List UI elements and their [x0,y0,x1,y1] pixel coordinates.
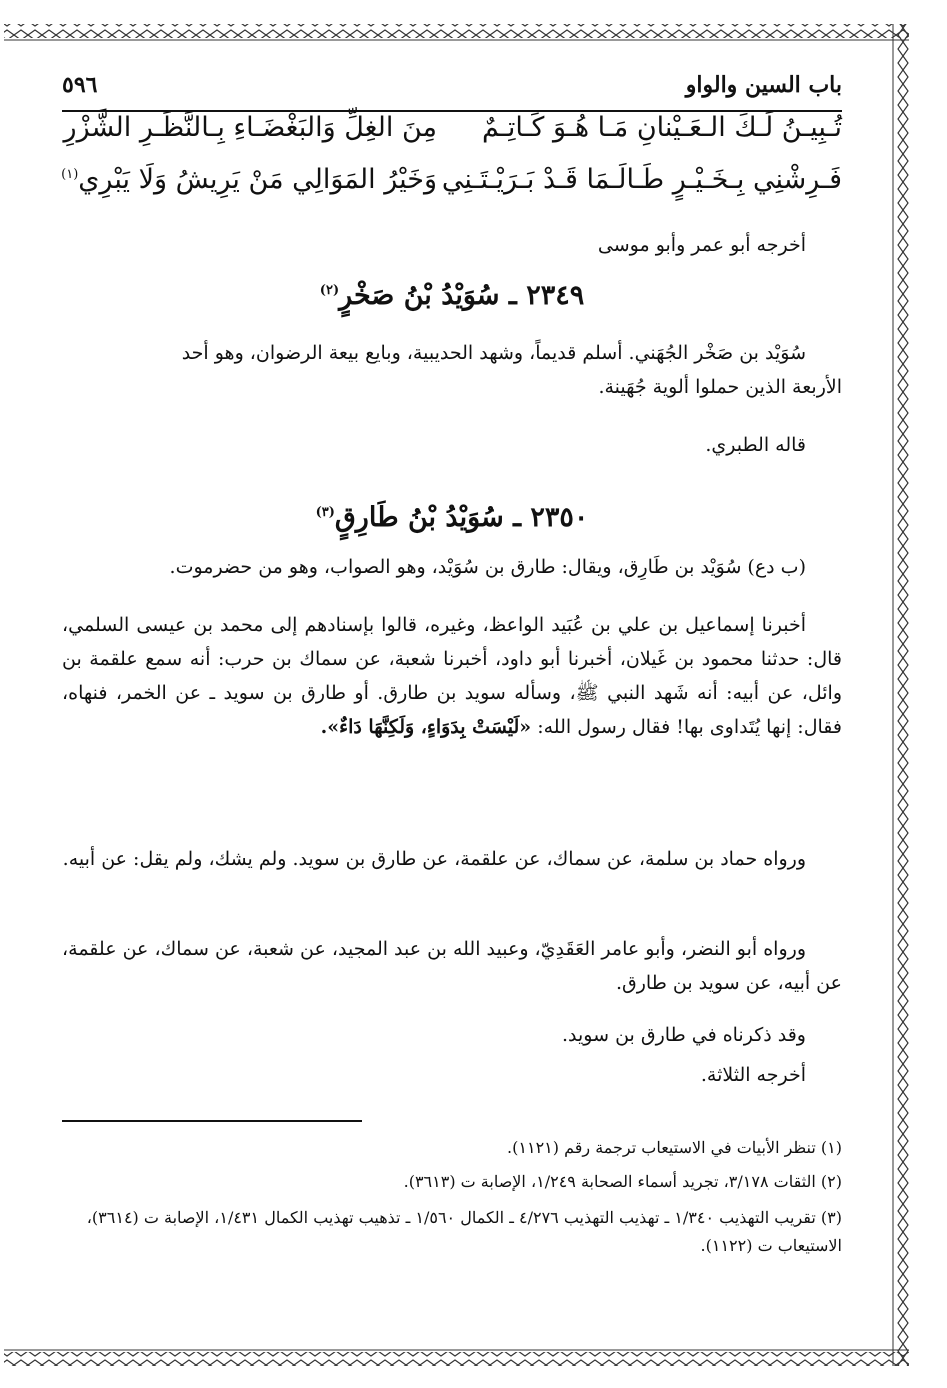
entry-2349-line2: الأربعة الذين حملوا ألوية جُهَينة. [598,376,842,398]
poem [62,112,842,216]
entry-heading-2350-text: ٢٣٥٠ ـ سُوَيْدُ بْنُ طَارِقٍ [334,502,589,533]
entry-heading-2350 [62,502,842,533]
page-content [62,62,842,1332]
poem-attribution: أخرجه أبو عمر وأبو موسى [597,234,806,256]
footnote-ref-1: (١) [61,167,79,182]
running-header [62,72,842,104]
footnote-rule [62,1120,362,1122]
page-number: ٥٩٦ [62,72,98,98]
isnad-text: أخبرنا إسماعيل بن علي بن عُبَيد الواعظ، وغيره، قالوا بإسنادهم إلى محمد بن عيسى السلمي، قال: حدثنا محمود بن غَيلان، أخبرنا أبو داود، أخبرنا شعبة، عن سماك بن حرب: أنه سمع علقمة بن وائل، عن أبيه: أنه شَهد النبي ﷺ، وسأله سويد بن طارق. أو طارق بن سويد ـ عن الخمر، فنهاه، فقال: إنها يُتَداوى بها! فقال رسول الله: [62,614,842,738]
footnote-ref-3: (٣) [315,505,335,520]
footnote-2: (٢) الثقات ٣/١٧٨، تجريد أسماء الصحابة ١/٢٤٩، الإصابة ت (٣٦١٣). [403,1172,842,1191]
footnote-3: (٣) تقريب التهذيب ١/٣٤٠ ـ تهذيب التهذيب ٤/٢٧٦ ـ الكمال ١/٥٦٠ ـ تذهيب تهذيب الكمال ١/٤٣١، الإصابة ت (٣٦١٤)، الاستيعاب ت (١١٢٢). [86,1208,842,1255]
verse-1 [62,112,842,164]
entry-2350-para3: ورواه أبو النضر، وأبو عامر العَقَدِيّ، وعبيد الله بن عبد المجيد، عن شعبة، عن سماك، عن علقمة، عن أبيه، عن سويد بن طارق. [62,938,842,994]
verse-2-second-hemistich [62,164,437,195]
verse-2-second-text: وَخَيْرُ المَوَالِي مَنْ يَرِيشُ وَلَا يَبْرِي [78,164,437,195]
entry-2350-intro: (ب دع) سُوَيْد بن طَارِق، ويقال: طارق بن سُوَيْد، وهو الصواب، وهو من حضرموت. [169,556,806,578]
entry-2349-source: قاله الطبري. [705,434,806,456]
verse-2-first-hemistich: فَـرِشْنِي بِـخَـيْـرٍ طَـالَـمَا قَـدْ بَـرَيْـتَـنِي [441,164,842,195]
footnote-1: (١) تنظر الأبيات في الاستيعاب ترجمة رقم (١١٢١). [507,1138,842,1157]
entry-2350-para2: ورواه حماد بن سلمة، عن سماك، عن علقمة، عن طارق بن سويد. ولم يشك، ولم يقل: عن أبيه. [62,848,806,870]
entry-heading-2349 [62,280,842,311]
verse-2 [62,164,842,216]
verse-1-second-hemistich: مِنَ الغِلِّ وَالبَغْضَـاءِ بِـالنَّظَـرِ الشَّزْرِ [63,112,437,143]
verse-1-first-hemistich: تُـبِيـنُ لَـكَ الـعَـيْنانِ مَـا هُـوَ كَـاتِـمٌ [482,112,842,143]
chapter-title: باب السين والواو [685,72,842,98]
entry-2349-body [62,336,842,404]
entry-heading-2349-text: ٢٣٤٩ ـ سُوَيْدُ بْنُ صَخْرٍ [339,280,585,311]
entry-2350-para4: وقد ذكرناه في طارق بن سويد. [562,1024,806,1046]
hadith-text: «لَيْسَتْ بِدَوَاءٍ، وَلَكِنَّهَا دَاءٌ». [320,716,532,738]
entry-2350-para5: أخرجه الثلاثة. [700,1064,806,1086]
entry-2349-line1: سُوَيْد بن صَخْر الجُهَني. أسلم قديماً، وشهد الحديبية، وبايع بيعة الرضوان، وهو أحد [181,342,806,364]
footnote-ref-2: (٢) [319,283,340,298]
entry-2350-isnad [62,608,842,744]
